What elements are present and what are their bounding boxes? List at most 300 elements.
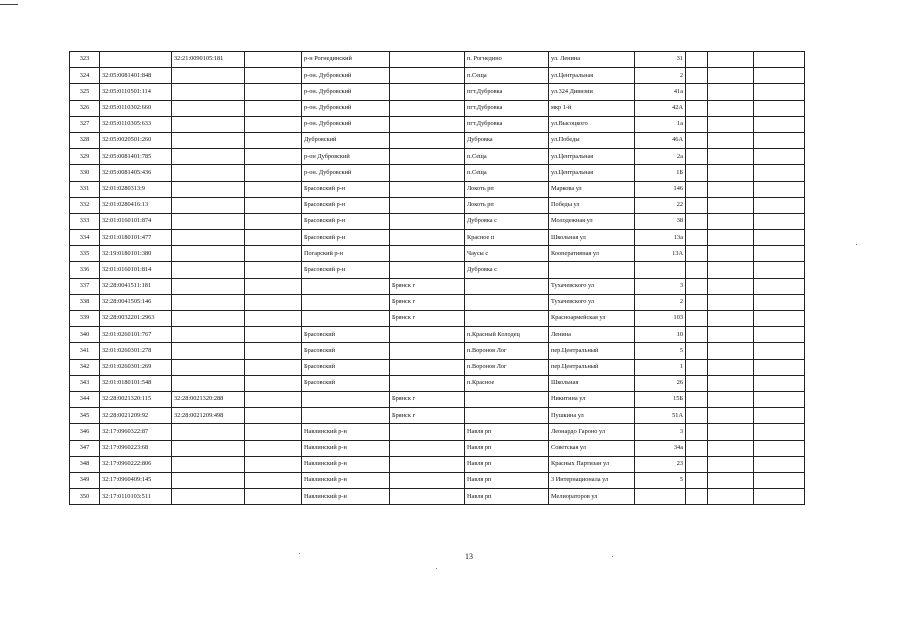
- street: Победы ул: [549, 197, 635, 213]
- empty-cell: [708, 246, 754, 262]
- street: 3 Интернационала ул: [549, 472, 635, 488]
- empty-cell: [708, 230, 754, 246]
- previous-cadastral-number: [172, 489, 245, 505]
- empty-cell: [245, 84, 302, 100]
- house-number: 2а: [635, 149, 686, 165]
- empty-cell: [708, 440, 754, 456]
- city: [390, 165, 465, 181]
- empty-cell: [708, 456, 754, 472]
- scan-speck: [436, 568, 437, 569]
- empty-cell: [686, 489, 708, 505]
- row-number: 349: [70, 472, 100, 488]
- empty-cell: [686, 472, 708, 488]
- city: [390, 213, 465, 229]
- empty-cell: [686, 343, 708, 359]
- empty-cell: [754, 375, 805, 391]
- empty-cell: [754, 100, 805, 116]
- empty-cell: [245, 327, 302, 343]
- empty-cell: [686, 84, 708, 100]
- city: [390, 456, 465, 472]
- street: мкр 1-й: [549, 100, 635, 116]
- table-row: [70, 359, 805, 375]
- scan-speck: [612, 556, 613, 557]
- empty-cell: [245, 311, 302, 327]
- empty-cell: [686, 197, 708, 213]
- empty-cell: [708, 408, 754, 424]
- previous-cadastral-number: 32:28:0021320:288: [172, 391, 245, 407]
- city: [390, 375, 465, 391]
- settlement: п.Красное: [465, 375, 549, 391]
- empty-cell: [708, 100, 754, 116]
- table-row: [70, 391, 805, 407]
- city: [390, 84, 465, 100]
- empty-cell: [708, 165, 754, 181]
- table-row: [70, 489, 805, 505]
- row-number: 331: [70, 181, 100, 197]
- cadastral-number: [100, 52, 172, 68]
- table-row: [70, 230, 805, 246]
- street: пер.Центральный: [549, 359, 635, 375]
- empty-cell: [245, 116, 302, 132]
- house-number: 2: [635, 68, 686, 84]
- empty-cell: [686, 52, 708, 68]
- district: Брасовский р-н: [302, 181, 390, 197]
- city: [390, 489, 465, 505]
- table-row: [70, 424, 805, 440]
- empty-cell: [708, 181, 754, 197]
- empty-cell: [245, 424, 302, 440]
- row-number: 332: [70, 197, 100, 213]
- house-number: 5: [635, 472, 686, 488]
- city: [390, 359, 465, 375]
- table-row: [70, 68, 805, 84]
- settlement: Навля рп: [465, 440, 549, 456]
- empty-cell: [754, 52, 805, 68]
- empty-cell: [754, 294, 805, 310]
- empty-cell: [754, 213, 805, 229]
- row-number: 338: [70, 294, 100, 310]
- previous-cadastral-number: [172, 213, 245, 229]
- city: [390, 343, 465, 359]
- city: Брянск г: [390, 278, 465, 294]
- empty-cell: [708, 343, 754, 359]
- table-row: [70, 440, 805, 456]
- street: Маркова ул: [549, 181, 635, 197]
- cadastral-number: 32:28:0041511:181: [100, 278, 172, 294]
- district: Погарский р-н: [302, 246, 390, 262]
- registry-rows: [70, 52, 805, 505]
- row-number: 340: [70, 327, 100, 343]
- district: [302, 391, 390, 407]
- street: ул.Высоцкого: [549, 116, 635, 132]
- previous-cadastral-number: [172, 343, 245, 359]
- district: Навлинский р-н: [302, 489, 390, 505]
- previous-cadastral-number: [172, 424, 245, 440]
- empty-cell: [245, 391, 302, 407]
- empty-cell: [754, 391, 805, 407]
- house-number: 3: [635, 424, 686, 440]
- street: ул.Центральная: [549, 68, 635, 84]
- empty-cell: [245, 294, 302, 310]
- empty-cell: [686, 278, 708, 294]
- empty-cell: [686, 440, 708, 456]
- empty-cell: [754, 197, 805, 213]
- district: Брасовский р-н: [302, 197, 390, 213]
- previous-cadastral-number: [172, 116, 245, 132]
- cadastral-number: 32:19:0180101:380: [100, 246, 172, 262]
- house-number: 42А: [635, 100, 686, 116]
- settlement: п.Сеща: [465, 165, 549, 181]
- empty-cell: [686, 230, 708, 246]
- row-number: 350: [70, 489, 100, 505]
- row-number: 336: [70, 262, 100, 278]
- settlement: Локоть рп: [465, 197, 549, 213]
- previous-cadastral-number: [172, 278, 245, 294]
- empty-cell: [686, 391, 708, 407]
- cadastral-number: 32:05:0110501:114: [100, 84, 172, 100]
- street: Никитина ул: [549, 391, 635, 407]
- empty-cell: [708, 84, 754, 100]
- empty-cell: [245, 456, 302, 472]
- table-row: [70, 165, 805, 181]
- settlement: Навля рп: [465, 456, 549, 472]
- cadastral-number: 32:05:0020501:260: [100, 132, 172, 148]
- empty-cell: [245, 100, 302, 116]
- empty-cell: [754, 181, 805, 197]
- house-number: 26: [635, 375, 686, 391]
- house-number: 1: [635, 359, 686, 375]
- previous-cadastral-number: [172, 294, 245, 310]
- street: Советская ул: [549, 440, 635, 456]
- empty-cell: [686, 149, 708, 165]
- settlement: Дубровка с: [465, 213, 549, 229]
- empty-cell: [245, 278, 302, 294]
- previous-cadastral-number: [172, 472, 245, 488]
- row-number: 344: [70, 391, 100, 407]
- street: ул.324 Дивизии: [549, 84, 635, 100]
- street: Молодежная ул: [549, 213, 635, 229]
- row-number: 330: [70, 165, 100, 181]
- street: Тухачевского ул: [549, 278, 635, 294]
- empty-cell: [686, 165, 708, 181]
- cadastral-number: 32:28:0021320:115: [100, 391, 172, 407]
- street: Школьная ул: [549, 230, 635, 246]
- cadastral-number: 32:01:0260301:269: [100, 359, 172, 375]
- city: Брянск г: [390, 391, 465, 407]
- district: Брасовский: [302, 359, 390, 375]
- previous-cadastral-number: [172, 262, 245, 278]
- table-row: [70, 132, 805, 148]
- district: Брасовский р-н: [302, 230, 390, 246]
- row-number: 347: [70, 440, 100, 456]
- row-number: 337: [70, 278, 100, 294]
- row-number: 326: [70, 100, 100, 116]
- empty-cell: [754, 230, 805, 246]
- table-row: [70, 246, 805, 262]
- street: ул.Центральная: [549, 165, 635, 181]
- previous-cadastral-number: [172, 68, 245, 84]
- empty-cell: [708, 489, 754, 505]
- empty-cell: [245, 262, 302, 278]
- table-row: [70, 375, 805, 391]
- empty-cell: [754, 116, 805, 132]
- district: Брасовский: [302, 375, 390, 391]
- settlement: [465, 391, 549, 407]
- city: [390, 246, 465, 262]
- city: [390, 424, 465, 440]
- street: Леонардо Гароно ул: [549, 424, 635, 440]
- previous-cadastral-number: [172, 327, 245, 343]
- table-row: [70, 52, 805, 68]
- city: [390, 440, 465, 456]
- row-number: 346: [70, 424, 100, 440]
- cadastral-number: 32:05:0081401:848: [100, 68, 172, 84]
- table-row: [70, 262, 805, 278]
- city: [390, 52, 465, 68]
- empty-cell: [686, 359, 708, 375]
- cadastral-number: 32:01:0160101:874: [100, 213, 172, 229]
- table-row: [70, 213, 805, 229]
- settlement: п.Сеща: [465, 149, 549, 165]
- empty-cell: [754, 456, 805, 472]
- settlement: [465, 311, 549, 327]
- empty-cell: [754, 489, 805, 505]
- row-number: 334: [70, 230, 100, 246]
- house-number: 22: [635, 197, 686, 213]
- cadastral-number: 32:17:0960322:87: [100, 424, 172, 440]
- row-number: 348: [70, 456, 100, 472]
- settlement: Дубровка: [465, 132, 549, 148]
- empty-cell: [708, 68, 754, 84]
- scan-speck: [299, 553, 300, 554]
- district: р-он. Дубровский: [302, 165, 390, 181]
- previous-cadastral-number: [172, 197, 245, 213]
- table-row: [70, 116, 805, 132]
- empty-cell: [686, 262, 708, 278]
- empty-cell: [754, 84, 805, 100]
- settlement: п.Сеща: [465, 68, 549, 84]
- empty-cell: [686, 132, 708, 148]
- house-number: 3: [635, 278, 686, 294]
- house-number: 38: [635, 213, 686, 229]
- street: пер.Центральный: [549, 343, 635, 359]
- cadastral-number: 32:05:0081401:785: [100, 149, 172, 165]
- house-number: 34а: [635, 440, 686, 456]
- district: р-н Рогнединский: [302, 52, 390, 68]
- district: Брасовский: [302, 327, 390, 343]
- street: Красных Партизан ул: [549, 456, 635, 472]
- empty-cell: [708, 278, 754, 294]
- previous-cadastral-number: [172, 132, 245, 148]
- cadastral-number: 32:05:0110302:660: [100, 100, 172, 116]
- city: [390, 116, 465, 132]
- settlement: п.Красный Колодец: [465, 327, 549, 343]
- district: [302, 311, 390, 327]
- empty-cell: [686, 68, 708, 84]
- empty-cell: [708, 132, 754, 148]
- street: ул. Ленина: [549, 52, 635, 68]
- previous-cadastral-number: [172, 375, 245, 391]
- previous-cadastral-number: [172, 100, 245, 116]
- cadastral-number: 32:28:0041505:146: [100, 294, 172, 310]
- settlement: Навля рп: [465, 424, 549, 440]
- settlement: п.Воронов Лог: [465, 343, 549, 359]
- table-row: [70, 278, 805, 294]
- table-row: [70, 327, 805, 343]
- empty-cell: [708, 197, 754, 213]
- previous-cadastral-number: [172, 440, 245, 456]
- page-number: 13: [465, 552, 473, 561]
- scan-speck: [856, 244, 857, 245]
- district: [302, 278, 390, 294]
- city: [390, 262, 465, 278]
- empty-cell: [754, 327, 805, 343]
- cadastral-number: 32:17:0960222:806: [100, 456, 172, 472]
- empty-cell: [686, 116, 708, 132]
- house-number: 13А: [635, 246, 686, 262]
- previous-cadastral-number: [172, 181, 245, 197]
- district: Навлинский р-н: [302, 440, 390, 456]
- house-number: 13а: [635, 230, 686, 246]
- previous-cadastral-number: 32:28:0021209:498: [172, 408, 245, 424]
- cadastral-number: 32:05:0110305:633: [100, 116, 172, 132]
- street: Красноармейская ул: [549, 311, 635, 327]
- district: [302, 294, 390, 310]
- street: Мелиораторов ул: [549, 489, 635, 505]
- district: р-он. Дубровский: [302, 100, 390, 116]
- cadastral-number: 32:01:0280313:9: [100, 181, 172, 197]
- empty-cell: [686, 375, 708, 391]
- empty-cell: [686, 408, 708, 424]
- cadastral-number: 32:01:0160101:814: [100, 262, 172, 278]
- settlement: п. Рогнедино: [465, 52, 549, 68]
- street: Ленина: [549, 327, 635, 343]
- empty-cell: [686, 213, 708, 229]
- empty-cell: [754, 472, 805, 488]
- row-number: 341: [70, 343, 100, 359]
- previous-cadastral-number: [172, 311, 245, 327]
- empty-cell: [245, 440, 302, 456]
- city: [390, 472, 465, 488]
- row-number: 342: [70, 359, 100, 375]
- row-number: 329: [70, 149, 100, 165]
- previous-cadastral-number: [172, 359, 245, 375]
- empty-cell: [708, 472, 754, 488]
- settlement: [465, 278, 549, 294]
- settlement: п.Воронов Лог: [465, 359, 549, 375]
- row-number: 333: [70, 213, 100, 229]
- empty-cell: [245, 52, 302, 68]
- empty-cell: [686, 327, 708, 343]
- district: Дубровский: [302, 132, 390, 148]
- settlement: [465, 408, 549, 424]
- street: [549, 262, 635, 278]
- row-number: 343: [70, 375, 100, 391]
- street: Тухачевского ул: [549, 294, 635, 310]
- previous-cadastral-number: [172, 230, 245, 246]
- page-edge-mark: [0, 4, 18, 5]
- street: Школьная: [549, 375, 635, 391]
- settlement: Навля рп: [465, 489, 549, 505]
- empty-cell: [686, 246, 708, 262]
- house-number: 31: [635, 52, 686, 68]
- settlement: Чаусы с: [465, 246, 549, 262]
- empty-cell: [245, 165, 302, 181]
- row-number: 324: [70, 68, 100, 84]
- settlement: [465, 294, 549, 310]
- row-number: 323: [70, 52, 100, 68]
- city: [390, 132, 465, 148]
- empty-cell: [708, 149, 754, 165]
- cadastral-number: 32:01:0180101:548: [100, 375, 172, 391]
- settlement: Дубровка с: [465, 262, 549, 278]
- house-number: 23: [635, 456, 686, 472]
- row-number: 339: [70, 311, 100, 327]
- empty-cell: [754, 343, 805, 359]
- table-row: [70, 181, 805, 197]
- table-row: [70, 472, 805, 488]
- house-number: 1а: [635, 116, 686, 132]
- district: Навлинский р-н: [302, 472, 390, 488]
- previous-cadastral-number: 32:21:0090105:181: [172, 52, 245, 68]
- row-number: 345: [70, 408, 100, 424]
- empty-cell: [754, 165, 805, 181]
- cadastral-number: 32:01:0280416:13: [100, 197, 172, 213]
- house-number: 103: [635, 311, 686, 327]
- previous-cadastral-number: [172, 246, 245, 262]
- empty-cell: [686, 181, 708, 197]
- empty-cell: [686, 100, 708, 116]
- empty-cell: [754, 311, 805, 327]
- row-number: 335: [70, 246, 100, 262]
- empty-cell: [708, 359, 754, 375]
- previous-cadastral-number: [172, 84, 245, 100]
- street: Пушкина ул: [549, 408, 635, 424]
- empty-cell: [245, 132, 302, 148]
- house-number: 41а: [635, 84, 686, 100]
- empty-cell: [245, 408, 302, 424]
- cadastral-number: 32:28:0032201:2963: [100, 311, 172, 327]
- empty-cell: [708, 294, 754, 310]
- city: Брянск г: [390, 408, 465, 424]
- cadastral-number: 32:01:0260101:767: [100, 327, 172, 343]
- empty-cell: [245, 472, 302, 488]
- settlement: пгт.Дубровка: [465, 84, 549, 100]
- empty-cell: [754, 424, 805, 440]
- city: [390, 197, 465, 213]
- house-number: 1Б: [635, 165, 686, 181]
- empty-cell: [686, 456, 708, 472]
- district: Навлинский р-н: [302, 456, 390, 472]
- empty-cell: [708, 262, 754, 278]
- empty-cell: [245, 68, 302, 84]
- empty-cell: [754, 68, 805, 84]
- house-number: 10: [635, 327, 686, 343]
- house-number: 5: [635, 343, 686, 359]
- table-row: [70, 408, 805, 424]
- settlement: Красное п: [465, 230, 549, 246]
- district: Навлинский р-н: [302, 424, 390, 440]
- previous-cadastral-number: [172, 149, 245, 165]
- district: р-он Дубровский: [302, 149, 390, 165]
- cadastral-number: 32:17:0110103:511: [100, 489, 172, 505]
- empty-cell: [245, 197, 302, 213]
- row-number: 328: [70, 132, 100, 148]
- street: ул.Центральная: [549, 149, 635, 165]
- cadastral-number: 32:28:0021209:92: [100, 408, 172, 424]
- city: Брянск г: [390, 311, 465, 327]
- empty-cell: [754, 132, 805, 148]
